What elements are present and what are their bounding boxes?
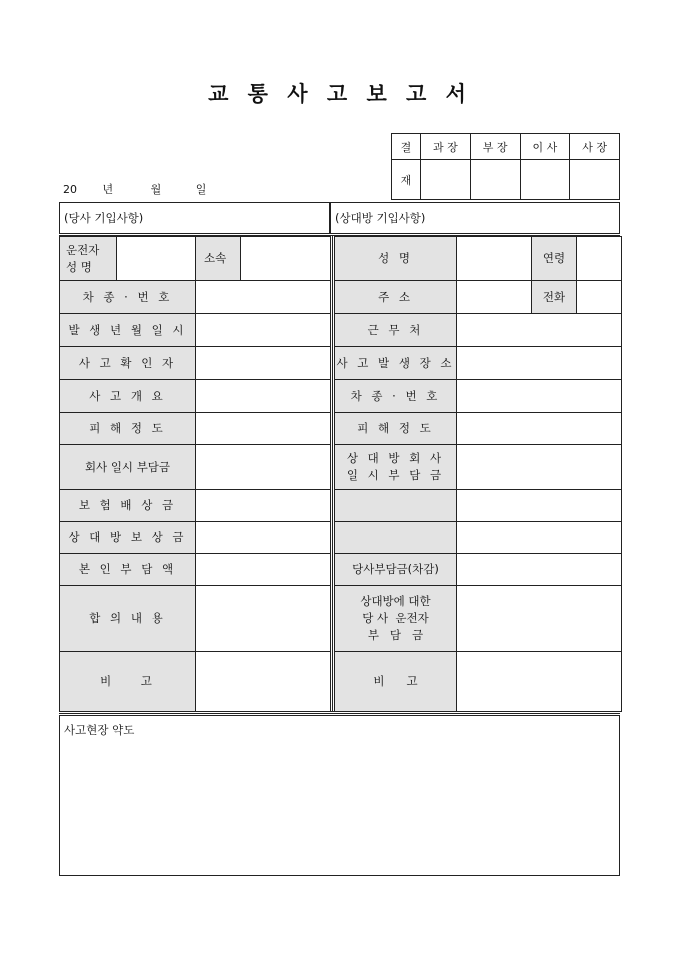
approval-table bbox=[391, 133, 620, 200]
row-label: 피 해 정 도 bbox=[334, 413, 457, 445]
date-month: 월 bbox=[150, 183, 162, 196]
row-label: 사 고 확 인 자 bbox=[60, 347, 196, 380]
row-field[interactable] bbox=[457, 586, 622, 652]
row-label-blank bbox=[334, 490, 457, 522]
phone-field[interactable] bbox=[577, 281, 622, 314]
affiliation-label: 소속 bbox=[196, 237, 241, 281]
date-year-prefix: 20 bbox=[63, 183, 77, 196]
document-title: 교 통 사 고 보 고 서 bbox=[208, 81, 472, 106]
row-label: 비 고 bbox=[334, 652, 457, 712]
approval-position: 과 장 bbox=[421, 134, 471, 160]
company-section-header: (당사 기입사항) bbox=[59, 202, 330, 234]
row-field[interactable] bbox=[457, 445, 622, 490]
row-field[interactable] bbox=[196, 652, 331, 712]
approval-label-top: 결 bbox=[392, 134, 421, 160]
age-field[interactable] bbox=[577, 237, 622, 281]
other-party-table bbox=[332, 236, 622, 712]
row-field[interactable] bbox=[196, 490, 331, 522]
row-field[interactable] bbox=[457, 314, 622, 347]
approval-position: 부 장 bbox=[470, 134, 520, 160]
row-field[interactable] bbox=[196, 554, 331, 586]
row-field[interactable] bbox=[457, 413, 622, 445]
row-label: 상 대 방 회 사 일 시 부 담 금 bbox=[334, 445, 457, 490]
row-label: 비 고 bbox=[60, 652, 196, 712]
row-label: 발 생 년 월 일 시 bbox=[60, 314, 196, 347]
row-field[interactable] bbox=[457, 554, 622, 586]
accident-sketch-box[interactable] bbox=[59, 715, 620, 876]
row-field[interactable] bbox=[457, 490, 622, 522]
other-name-field[interactable] bbox=[457, 237, 532, 281]
row-field[interactable] bbox=[457, 380, 622, 413]
other-name-label: 성 명 bbox=[334, 237, 457, 281]
row-label: 회사 일시 부담금 bbox=[60, 445, 196, 490]
report-date bbox=[63, 181, 206, 197]
row-label: 사 고 발 생 장 소 bbox=[334, 347, 457, 380]
row-field[interactable] bbox=[196, 281, 331, 314]
row-label-blank bbox=[334, 522, 457, 554]
row-label: 당사부담금(차감) bbox=[334, 554, 457, 586]
row-label: 합 의 내 용 bbox=[60, 586, 196, 652]
row-label: 사 고 개 요 bbox=[60, 380, 196, 413]
row-field[interactable] bbox=[196, 347, 331, 380]
approval-sign-box[interactable] bbox=[520, 160, 570, 200]
row-label: 본 인 부 담 액 bbox=[60, 554, 196, 586]
sketch-divider bbox=[59, 711, 620, 714]
row-label: 피 해 정 도 bbox=[60, 413, 196, 445]
row-field[interactable] bbox=[196, 413, 331, 445]
row-label: 근 무 처 bbox=[334, 314, 457, 347]
address-label: 주 소 bbox=[334, 281, 457, 314]
approval-sign-box[interactable] bbox=[570, 160, 620, 200]
affiliation-field[interactable] bbox=[241, 237, 331, 281]
other-section-header: (상대방 기입사항) bbox=[330, 202, 620, 234]
approval-position: 이 사 bbox=[520, 134, 570, 160]
row-label: 차 종 · 번 호 bbox=[60, 281, 196, 314]
row-field[interactable] bbox=[196, 314, 331, 347]
approval-position: 사 장 bbox=[570, 134, 620, 160]
driver-name-field[interactable] bbox=[117, 237, 196, 281]
row-field[interactable] bbox=[196, 445, 331, 490]
row-field[interactable] bbox=[457, 347, 622, 380]
driver-name-label: 운전자 성 명 bbox=[60, 237, 117, 281]
row-label: 차 종 · 번 호 bbox=[334, 380, 457, 413]
row-field[interactable] bbox=[196, 522, 331, 554]
row-label: 상대방에 대한 당 사 운전자 부 담 금 bbox=[334, 586, 457, 652]
age-label: 연령 bbox=[532, 237, 577, 281]
row-field[interactable] bbox=[457, 522, 622, 554]
approval-label-bottom: 재 bbox=[392, 160, 421, 200]
approval-sign-box[interactable] bbox=[421, 160, 471, 200]
address-field[interactable] bbox=[457, 281, 532, 314]
date-day: 일 bbox=[195, 183, 207, 196]
row-field[interactable] bbox=[196, 586, 331, 652]
sketch-label: 사고현장 약도 bbox=[64, 723, 135, 737]
row-label: 보 험 배 상 금 bbox=[60, 490, 196, 522]
date-year: 년 bbox=[102, 183, 114, 196]
approval-sign-box[interactable] bbox=[470, 160, 520, 200]
phone-label: 전화 bbox=[532, 281, 577, 314]
row-field[interactable] bbox=[196, 380, 331, 413]
row-field[interactable] bbox=[457, 652, 622, 712]
company-table bbox=[59, 236, 331, 712]
row-label: 상 대 방 보 상 금 bbox=[60, 522, 196, 554]
